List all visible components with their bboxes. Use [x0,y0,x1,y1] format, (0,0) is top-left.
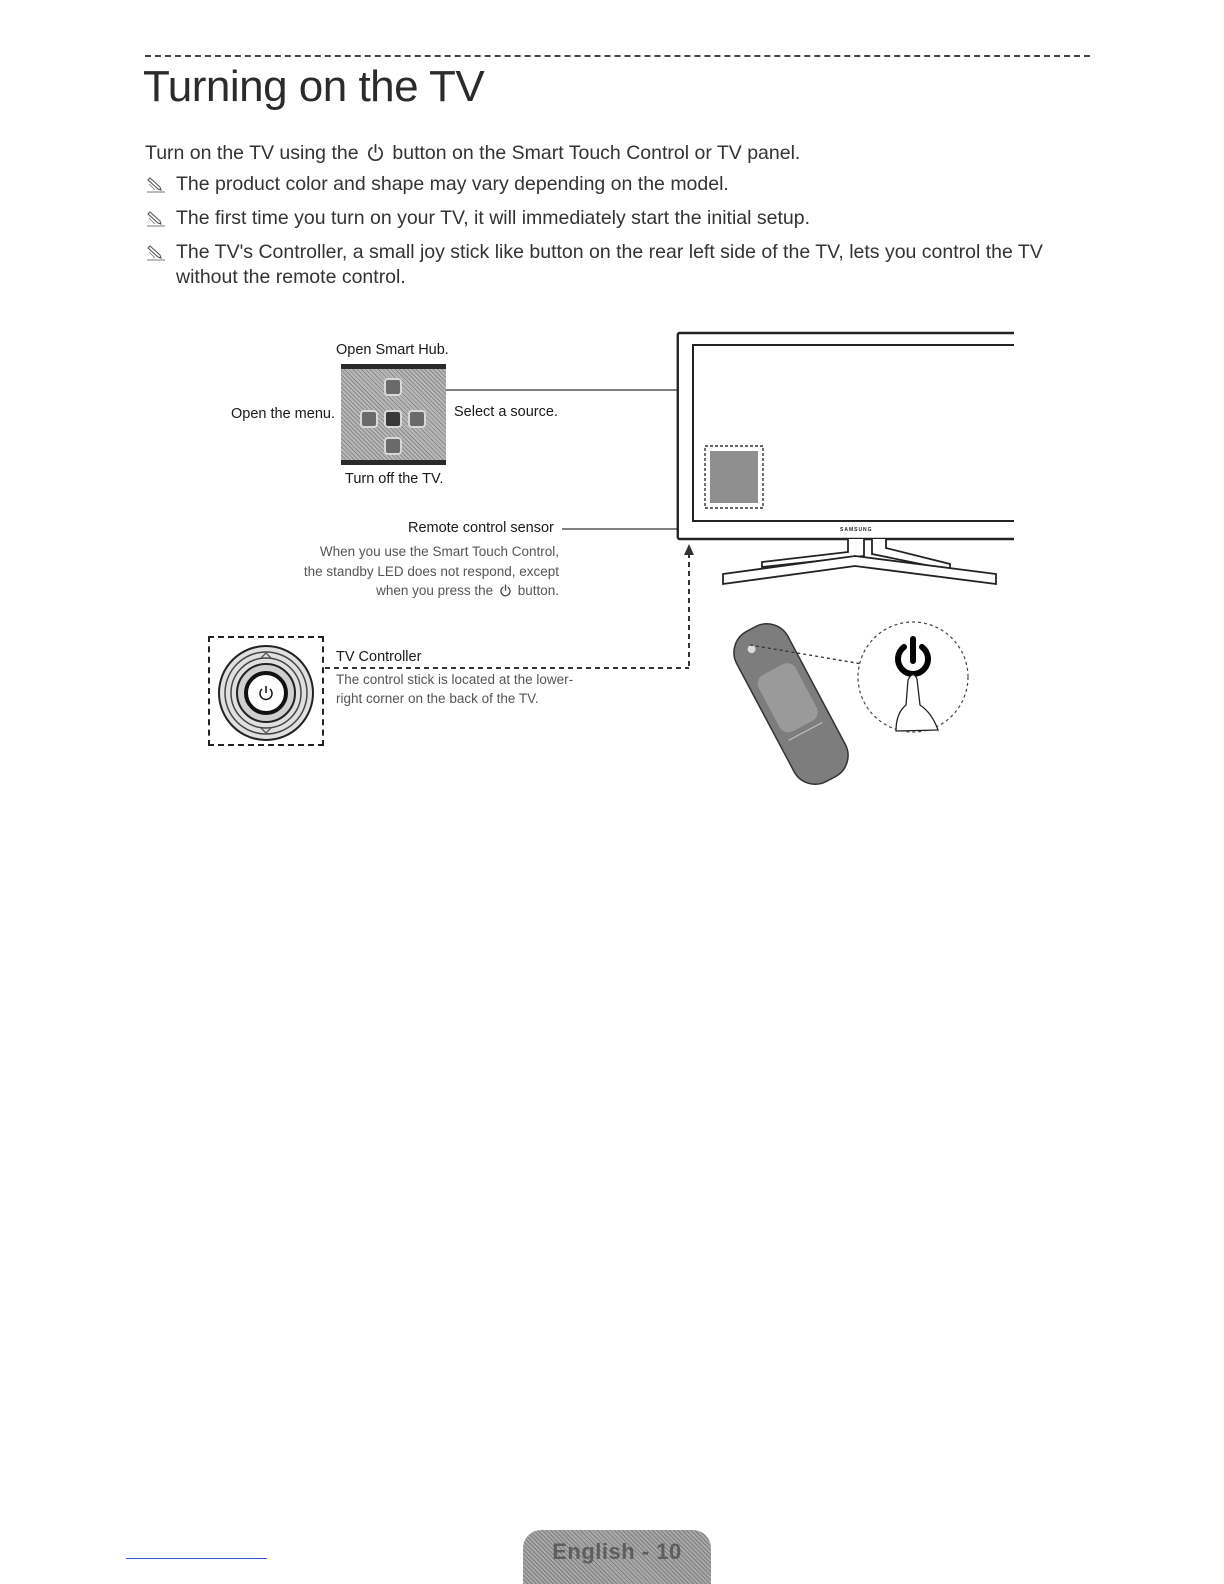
intro-text-after: button on the Smart Touch Control or TV panel. [392,142,801,164]
sensor-desc-line: the standby LED does not respond, except [303,563,559,579]
sensor-desc-text: button. [517,583,559,598]
tv-controller-title: TV Controller [336,649,422,665]
joystick-icon [210,638,322,744]
tv-controller-desc-line: right corner on the back of the TV. [336,691,539,706]
note-item [145,172,1085,197]
label-open-menu: Open the menu. [231,406,335,422]
note-pencil-icon [145,176,167,194]
menu-key-icon [360,410,378,428]
sensor-desc-text: when you press the [376,583,494,598]
note-pencil-icon [145,244,167,262]
intro-text-before: Turn on the TV using the [145,142,359,164]
tv-controller-desc-line: The control stick is located at the lower- [336,672,574,687]
note-pencil-icon [145,210,167,228]
tv-brand-logo: SAMSUNG [840,527,873,533]
page-number-badge: English - 10 [523,1530,711,1584]
sensor-desc-line-3 [240,581,559,601]
label-turn-off-tv: Turn off the TV. [345,471,444,487]
center-return-key-icon [384,410,402,428]
smart-hub-key-icon [384,378,402,396]
remote-sensor-description [240,542,559,601]
tv-controller-joystick-box [208,636,324,746]
label-open-smart-hub: Open Smart Hub. [336,342,449,358]
power-icon [366,143,385,162]
footer-link-underline [126,1558,267,1559]
tv-illustration [674,330,1014,600]
page-title: Turning on the TV [143,62,485,111]
top-dashed-rule [145,55,1090,57]
notes-list [145,172,1085,299]
note-item [145,240,1085,290]
note-text: The TV's Controller, a small joy stick like button on the rear left side of the TV, lets you control the TV without the remote control. [176,241,1043,288]
source-key-icon [408,410,426,428]
power-key-icon [384,437,402,455]
power-icon [499,584,512,597]
tv-controller-pad [341,364,446,465]
note-text: The first time you turn on your TV, it will immediately start the initial setup. [176,207,811,229]
sensor-desc-line: When you use the Smart Touch Control, [319,544,559,559]
smart-touch-remote-illustration [720,605,990,795]
note-item [145,206,1085,231]
remote-sensor-title: Remote control sensor [408,520,554,536]
tv-controller-description [336,670,596,708]
note-text: The product color and shape may vary depending on the model. [176,173,729,195]
intro-paragraph [145,142,800,165]
label-select-source: Select a source. [454,404,558,420]
